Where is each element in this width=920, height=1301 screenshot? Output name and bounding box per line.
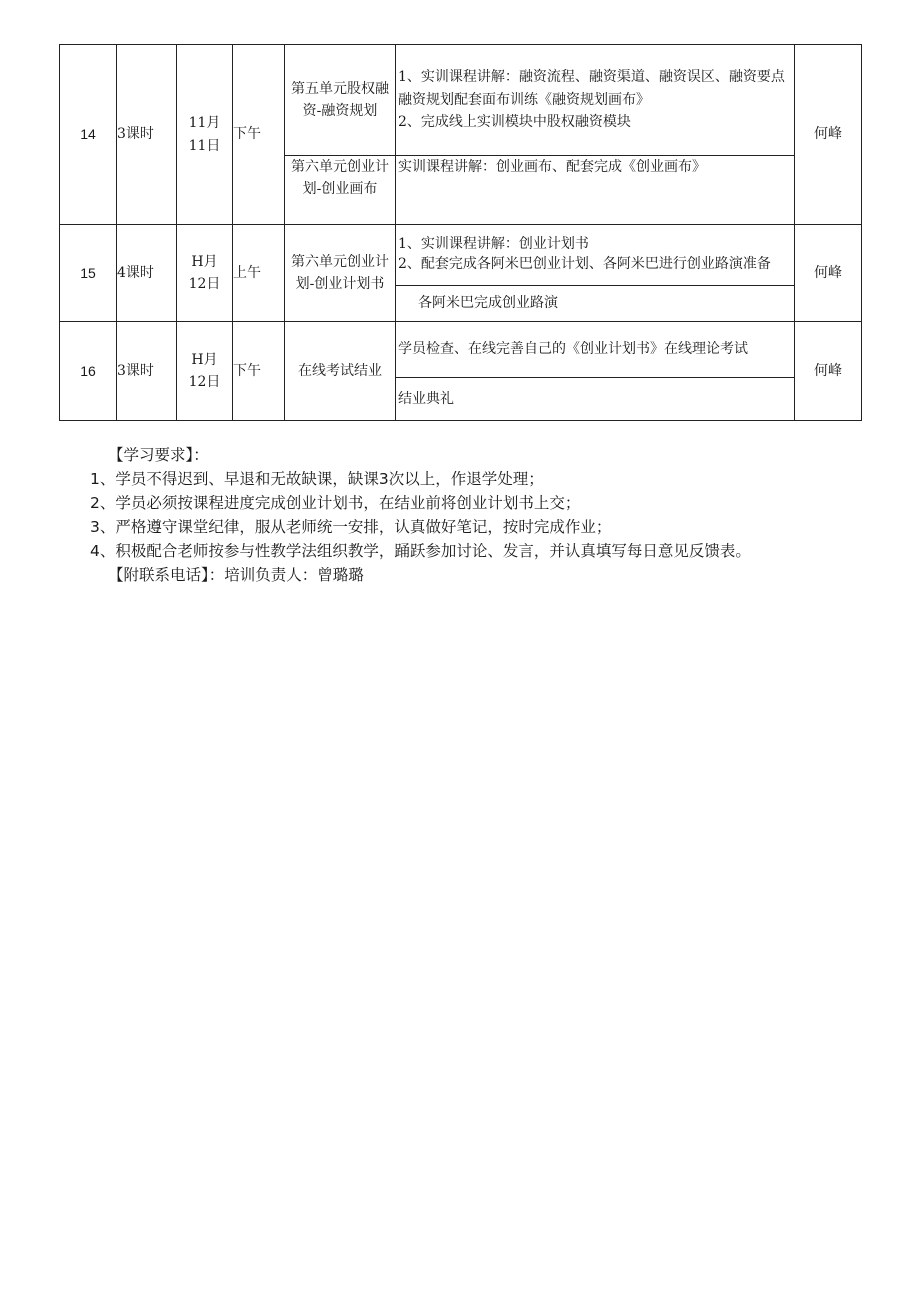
requirement-item: 2、学员必须按课程进度完成创业计划书，在结业前将创业计划书上交； (90, 494, 581, 512)
date-month: H月 (191, 351, 218, 368)
session-date (177, 45, 233, 225)
unit-title: 第六单元创业计划-创业计划书 (285, 225, 396, 322)
unit-content (396, 156, 795, 225)
table-row (60, 322, 862, 378)
requirement-item: 4、积极配合老师按参与性教学法组织教学，踊跃参加讨论、发言，并认真填写每日意见反馈表。 (90, 542, 751, 560)
content-line: 融资规划配套面布训练《融资规划画布》 (398, 91, 650, 108)
table-row (60, 225, 862, 286)
date-day: 11日 (188, 137, 221, 154)
unit-title: 在线考试结业 (285, 322, 396, 421)
class-hours: 3课时 (117, 322, 177, 421)
class-hours: 4课时 (117, 225, 177, 322)
class-hours: 3课时 (117, 45, 177, 225)
time-of-day: 下午 (233, 45, 285, 225)
schedule-table (59, 44, 862, 421)
date-month: 11月 (188, 115, 221, 132)
content-line: 2、完成线上实训模块中股权融资模块 (398, 114, 631, 131)
unit-content (396, 322, 795, 378)
session-date (177, 322, 233, 421)
requirements-title: 【学习要求】： (108, 446, 209, 464)
requirement-item: 3、严格遵守课堂纪律，服从老师统一安排，认真做好笔记，按时完成作业； (90, 518, 612, 536)
date-month: H月 (191, 253, 218, 270)
table-row (60, 45, 862, 156)
unit-content (396, 45, 795, 156)
time-of-day: 上午 (233, 225, 285, 322)
teacher-name: 何峰 (795, 322, 862, 421)
unit-extra: 结业典礼 (396, 378, 795, 421)
unit-title: 第六单元创业计划-创业画布 (285, 156, 396, 225)
study-requirements (90, 443, 866, 587)
teacher-name: 何峰 (795, 45, 862, 225)
requirement-item: 1、学员不得迟到、早退和无故缺课，缺课3次以上，作退学处理； (90, 470, 544, 488)
content-line: 2、配套完成各阿米巴创业计划、各阿米巴进行创业路演准备 (398, 256, 771, 272)
session-date (177, 225, 233, 322)
unit-content (396, 225, 795, 286)
session-number: 15 (60, 225, 117, 322)
date-day: 12日 (188, 276, 221, 292)
teacher-name: 何峰 (795, 225, 862, 322)
unit-extra: 各阿米巴完成创业路演 (396, 286, 795, 322)
unit-title: 第五单元股权融资-融资规划 (285, 45, 396, 156)
session-number: 16 (60, 322, 117, 421)
content-line: 实训课程讲解：创业画布、配套完成《创业画布》 (398, 159, 706, 175)
content-line: 学员检查、在线完善自己的《创业计划书》在线理论考试 (398, 341, 748, 358)
date-day: 12日 (188, 374, 221, 390)
session-number: 14 (60, 45, 117, 225)
content-line: 1、实训课程讲解：创业计划书 (398, 236, 589, 253)
content-line: 1、实训课程讲解：融资流程、融资渠道、融资误区、融资要点 (398, 69, 785, 86)
time-of-day: 下午 (233, 322, 285, 421)
contact-line: 【附联系电话】：培训负责人：曾璐璐 (108, 566, 364, 584)
